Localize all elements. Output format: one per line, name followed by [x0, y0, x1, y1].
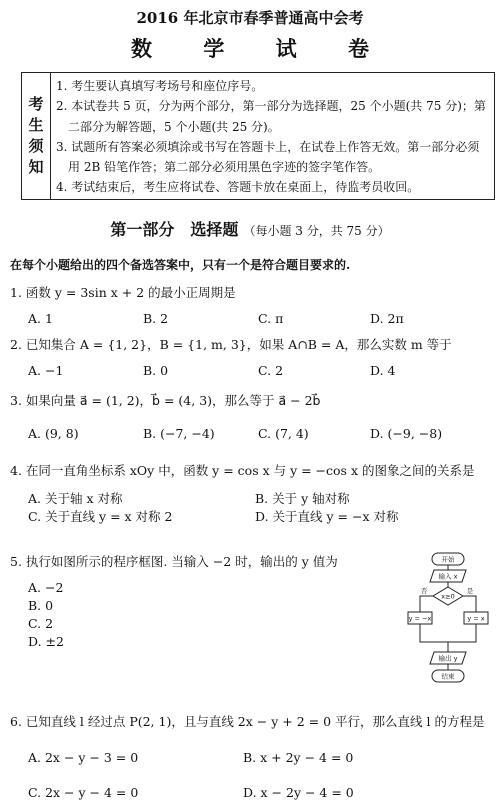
flow-right-assign-text: y = x — [467, 614, 485, 623]
option: C. 2x − y − 4 = 0 — [28, 785, 139, 800]
option: A. (9, 8) — [28, 426, 79, 441]
question-stem: 4. 在同一直角坐标系 xOy 中，函数 y = cos x 与 y = −cos x 的图象之间的关系是 — [10, 463, 475, 478]
flow-no-label: 否 — [420, 587, 428, 595]
option: A. 关于轴 x 对称 — [28, 491, 123, 506]
option: D. (−9, −8) — [370, 426, 443, 441]
flow-end-text: 结束 — [441, 672, 455, 681]
option: B. x + 2y − 4 = 0 — [243, 750, 354, 765]
notice-box — [21, 72, 495, 200]
option: C. 关于直线 y = x 对称 2 — [28, 509, 173, 524]
part-title: 第一部分 选择题 — [110, 220, 239, 239]
notice-label-char: 知 — [28, 158, 44, 176]
option: A. −2 — [28, 580, 64, 595]
notice-item: 2. 本试卷共 5 页，分为两个部分，第一部分为选择题，25 个小题(共 75 分)；第二部分为解答题，5 个小题(共 25 分)。 — [56, 99, 486, 134]
question-stem: 6. 已知直线 l 经过点 P(2, 1)，且与直线 2x − y + 2 = 0 平行，那么直线 l 的方程是 — [10, 714, 485, 729]
option: B. (−7, −4) — [143, 426, 215, 441]
notice-items — [56, 76, 490, 198]
option: D. ±2 — [28, 634, 64, 649]
option: C. 2 — [28, 616, 54, 631]
part-instruction: 在每个小题给出的四个备选答案中，只有一个是符合题目要求的. — [10, 258, 351, 272]
flow-yes-label: 是 — [466, 587, 474, 595]
flow-output-text: 输出 y — [438, 654, 458, 663]
question-stem: 1. 函数 y = 3sin x + 2 的最小正周期是 — [10, 285, 236, 300]
option: B. 关于 y 轴对称 — [255, 491, 350, 506]
notice-label-char: 须 — [28, 137, 44, 155]
flow-condition-text: x≥0 — [441, 592, 455, 601]
flow-input-text: 输入 x — [438, 572, 458, 581]
option: B. 2 — [143, 311, 169, 326]
option: B. 0 — [143, 363, 169, 378]
notice-label-char: 生 — [28, 116, 44, 134]
option: D. x − 2y − 4 = 0 — [243, 785, 354, 800]
part-heading — [0, 217, 500, 240]
option: B. 0 — [28, 598, 54, 613]
flow-left-assign-text: y = −x — [408, 614, 432, 623]
option: C. (7, 4) — [258, 426, 309, 441]
notice-label-char: 考 — [28, 95, 44, 113]
notice-label — [22, 73, 51, 199]
notice-item: 4. 考试结束后，考生应将试卷、答题卡放在桌面上，待监考员收回。 — [56, 180, 420, 195]
notice-item: 3. 试题所有答案必须填涂或书写在答题卡上，在试卷上作答无效。第一部分必须用 2B 铅笔作答；第二部分必须用黑色字迹的签字笔作答。 — [56, 139, 480, 175]
question-stem: 5. 执行如图所示的程序框图. 当输入 −2 时，输出的 y 值为 — [10, 554, 338, 569]
option: C. 2 — [258, 363, 284, 378]
question-stem: 2. 已知集合 A = {1, 2}，B = {1, m, 3}，如果 A∩B = A，那么实数 m 等于 — [10, 337, 452, 352]
question-stem: 3. 如果向量 a⃗ = (1, 2)，b⃗ = (4, 3)，那么等于 a⃗ − 2b⃗ — [10, 393, 321, 408]
option: D. 关于直线 y = −x 对称 — [255, 509, 399, 524]
part-score-note: （每小题 3 分，共 75 分） — [243, 224, 390, 238]
option: A. −1 — [28, 363, 64, 378]
exam-subtitle: 数 学 试 卷 — [131, 36, 391, 61]
option: A. 2x − y − 3 = 0 — [28, 750, 139, 765]
option: A. 1 — [28, 311, 53, 326]
exam-title: 2016 年北京市春季普通高中会考 — [136, 9, 364, 27]
option: C. π — [258, 311, 284, 326]
program-flowchart — [400, 552, 496, 694]
option: D. 4 — [370, 363, 396, 378]
option: D. 2π — [370, 311, 404, 326]
flow-start-text: 开始 — [441, 555, 455, 564]
notice-item: 1. 考生要认真填写考场号和座位序号。 — [56, 79, 264, 93]
